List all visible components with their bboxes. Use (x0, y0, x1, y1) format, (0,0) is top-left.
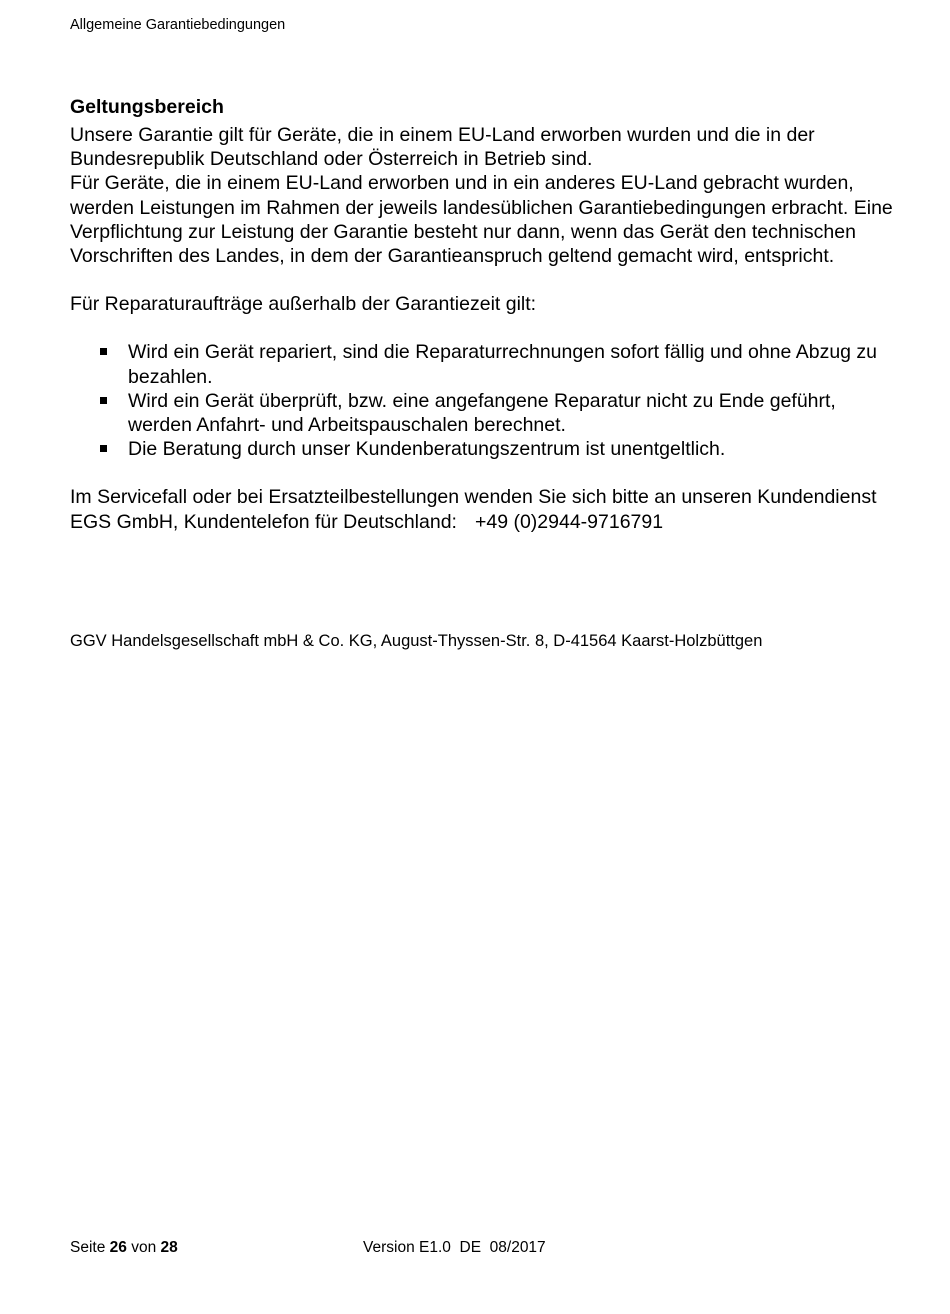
page-prefix: Seite (70, 1239, 106, 1256)
page-total: 28 (160, 1239, 178, 1256)
service-paragraph (70, 485, 900, 533)
version-info: Version E1.0 DE 08/2017 (363, 1239, 546, 1256)
service-phone-number: +49 (0)2944-9716791 (474, 510, 664, 533)
list-item (70, 437, 900, 461)
main-content (70, 95, 900, 534)
list-item-text: Wird ein Gerät repariert, sind die Reparaturrechnungen sofort fällig und ohne Abzug zu bezahlen. (128, 341, 878, 388)
repair-conditions-list (70, 340, 900, 461)
spacer (70, 461, 900, 485)
section-title: Geltungsbereich (70, 96, 224, 118)
list-item (70, 340, 900, 388)
square-bullet-icon (100, 445, 107, 452)
company-address: GGV Handelsgesellschaft mbH & Co. KG, August-Thyssen-Str. 8, D-41564 Kaarst-Holzbüttgen (70, 632, 763, 650)
page-current: 26 (109, 1239, 127, 1256)
scope-paragraph-1: Unsere Garantie gilt für Geräte, die in einem EU-Land erworben wurden und die in der Bundesrepublik Deutschland oder Österreich in Betrieb sind. (70, 124, 815, 171)
running-header: Allgemeine Garantiebedingungen (70, 17, 286, 33)
service-text: Im Servicefall oder bei Ersatzteilbestellungen wenden Sie sich bitte an unseren Kundendienst EGS GmbH, Kundentelefon für Deutschland: (70, 486, 877, 533)
list-item (70, 389, 900, 437)
list-item-text: Die Beratung durch unser Kundenberatungszentrum ist unentgeltlich. (128, 438, 726, 461)
spacer (70, 268, 900, 292)
page-number (70, 1238, 178, 1257)
square-bullet-icon (100, 348, 107, 355)
scope-paragraph-2: Für Geräte, die in einem EU-Land erworben und in ein anderes EU-Land gebracht wurden, werden Leistungen im Rahmen der jeweils landesüblichen Garantiebedingungen erbracht. Eine Verpflichtung zur Leistung der Garantie besteht nur dann, wenn das Gerät den technischen Vorschriften des Landes, in dem der Garantieanspruch geltend gemacht wird, entspricht. (70, 172, 893, 268)
repair-intro: Für Reparaturaufträge außerhalb der Garantiezeit gilt: (70, 293, 537, 316)
page-of: von (131, 1239, 157, 1256)
spacer (70, 316, 900, 340)
square-bullet-icon (100, 397, 107, 404)
list-item-text: Wird ein Gerät überprüft, bzw. eine angefangene Reparatur nicht zu Ende geführt, werden Anfahrt- und Arbeitspauschalen berechnet. (128, 389, 836, 437)
